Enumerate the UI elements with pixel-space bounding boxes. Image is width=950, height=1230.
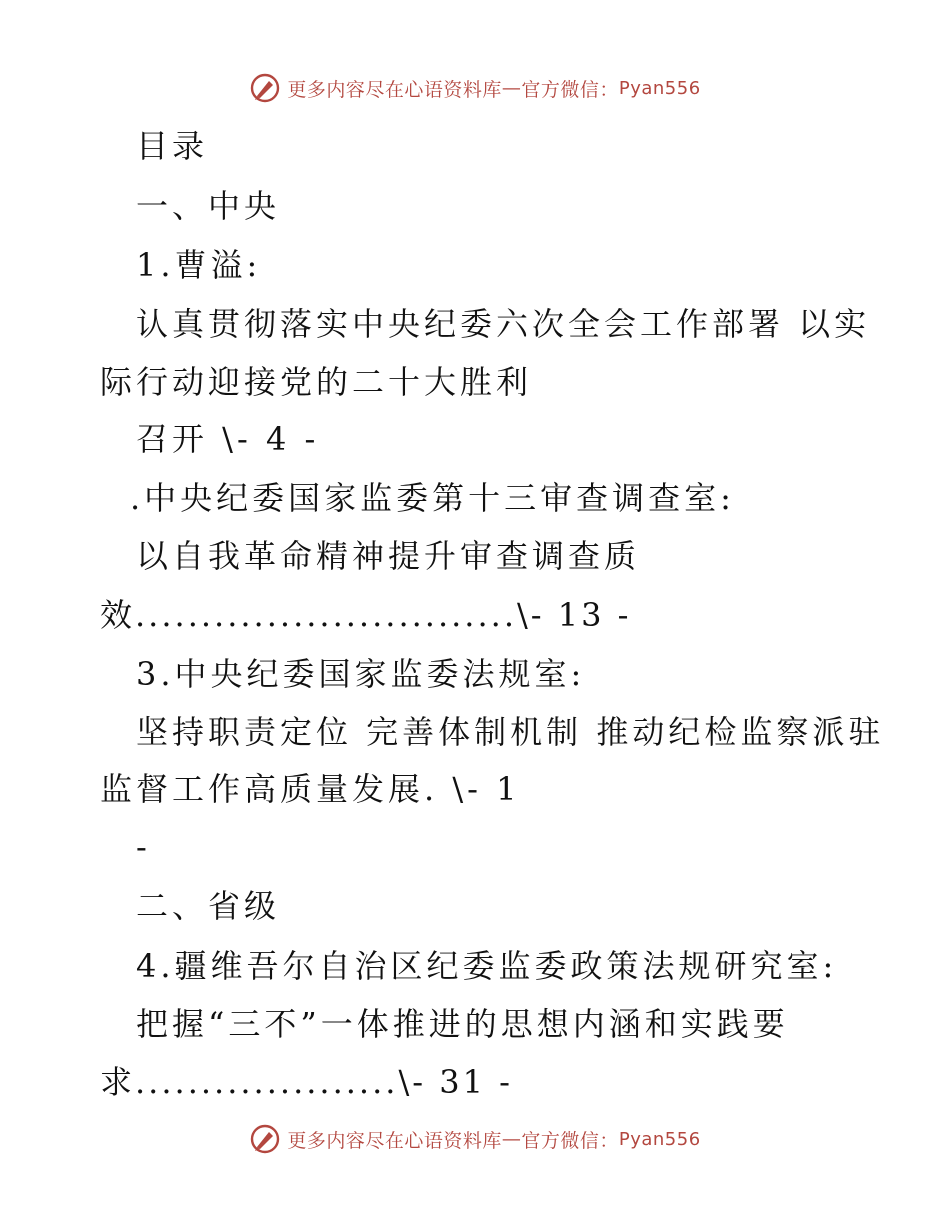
toc-entry-1-label: 1.曹溢: (136, 246, 262, 284)
watermark-wechat-label: 官方微信： (521, 1129, 619, 1152)
toc-entry-4-label: 4.疆维吾尔自治区纪委监委政策法规研究室: (136, 947, 838, 985)
header-watermark (0, 68, 950, 108)
watermark-wechat-label: 官方微信： (521, 78, 619, 101)
toc-entry-2-title-line-1: 以自我革命精神提升审查调查质 (136, 537, 641, 575)
toc-entry-2-label: .中央纪委国家监委第十三审查调查室: (130, 479, 735, 517)
section-heading-provincial: 二、省级 (136, 887, 281, 925)
toc-entry-3-title-line-3: - (136, 828, 151, 866)
watermark-wechat-id: Pyan556 (618, 77, 701, 99)
toc-entry-1-title-line-3: 召开 \- 4 - (136, 420, 320, 458)
pen-nib-logo-icon (249, 72, 281, 104)
toc-title: 目录 (136, 127, 209, 165)
toc-entry-1-title-line-1: 认真贯彻落实中央纪委六次全会工作部署 以实 (136, 305, 871, 343)
toc-entry-2-title-line-2: 效.............................\- 13 - (100, 596, 632, 634)
watermark-site-text: 更多内容尽在心语资料库 (287, 1129, 502, 1152)
toc-entry-3-title-line-2: 监督工作高质量发展. \- 1 (100, 770, 521, 808)
watermark-site-text: 更多内容尽在心语资料库 (287, 78, 502, 101)
section-heading-central: 一、中央 (136, 187, 281, 225)
footer-watermark (0, 1119, 950, 1159)
toc-entry-1-title-line-2: 际行动迎接党的二十大胜利 (100, 363, 533, 401)
toc-entry-3-title-line-1: 坚持职责定位 完善体制机制 推动纪检监察派驻 (136, 713, 885, 751)
pen-nib-logo-icon (249, 1123, 281, 1155)
toc-entry-3-label: 3.中央纪委国家监委法规室: (136, 655, 586, 693)
watermark-dash: — (501, 77, 522, 99)
toc-entry-4-title-line-2: 求....................\- 31 - (100, 1063, 513, 1101)
toc-entry-4-title-line-1: 把握“三不”一体推进的思想内涵和实践要 (136, 1005, 789, 1043)
watermark-wechat-id: Pyan556 (618, 1128, 701, 1150)
watermark-dash: — (501, 1128, 522, 1150)
